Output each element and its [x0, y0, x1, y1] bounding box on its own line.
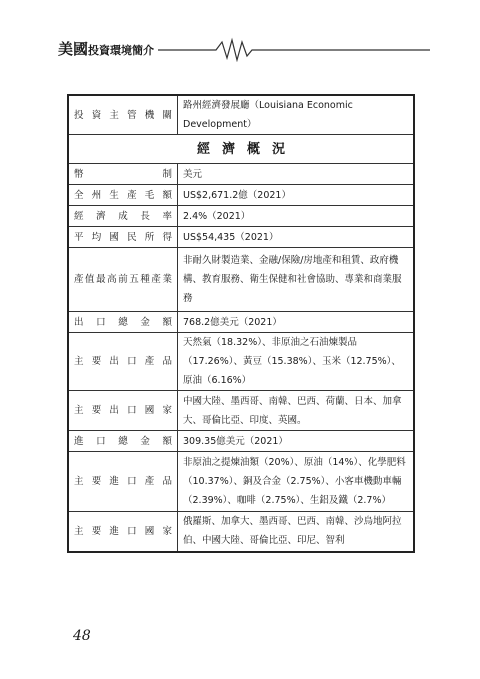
- table-row: [68, 391, 414, 431]
- table-row: [68, 248, 414, 312]
- row-value: US$54,435（2021）: [178, 227, 415, 248]
- row-value: 中國大陸、墨西哥、南韓、巴西、荷蘭、日本、加拿大、哥倫比亞、印度、英國。: [178, 391, 415, 431]
- agency-row: [68, 95, 414, 135]
- section-title: 經濟概況: [68, 135, 414, 164]
- agency-label: 投資主管機關: [68, 95, 178, 135]
- row-label: 主要進口產品: [68, 452, 178, 512]
- row-value: 美元: [178, 164, 415, 185]
- page-header: [58, 36, 430, 62]
- row-value: 天然氣（18.32%）、非原油之石油煉製品（17.26%）、黃豆（15.38%）、玉米（12.75%）、原油（6.16%）: [178, 333, 415, 391]
- row-value: US$2,671.2億（2021）: [178, 185, 415, 206]
- row-value: 非耐久財製造業、金融/保險/房地產和租賃、政府機構、教育服務、衛生保健和社會協助、專業和商業服務: [178, 248, 415, 312]
- row-label: 主要出口產品: [68, 333, 178, 391]
- table-body: [68, 164, 414, 552]
- row-label: 產值最高前五種產業: [68, 248, 178, 312]
- section-header-row: [68, 135, 414, 164]
- row-value: 309.35億美元（2021）: [178, 431, 415, 452]
- table-row: [68, 164, 414, 185]
- row-label: 平均國民所得: [68, 227, 178, 248]
- table-row: [68, 431, 414, 452]
- row-label: 經濟成長率: [68, 206, 178, 227]
- table-row: [68, 206, 414, 227]
- economic-overview-table: [67, 94, 415, 553]
- table-row: [68, 185, 414, 206]
- row-value: 2.4%（2021）: [178, 206, 415, 227]
- header-title-main: 美國: [58, 40, 89, 58]
- row-value: 俄羅斯、加拿大、墨西哥、巴西、南韓、沙烏地阿拉伯、中國大陸、哥倫比亞、印尼、智利: [178, 512, 415, 552]
- table-row: [68, 333, 414, 391]
- row-value: 非原油之提煉油類（20%）、原油（14%）、化學肥料（10.37%）、銅及合金（2.75%）、小客車機動車輛（2.39%）、咖啡（2.75%）、生鋁及鐵（2.7%）: [178, 452, 415, 512]
- table-row: [68, 452, 414, 512]
- header-title: [58, 38, 154, 59]
- agency-value: 路州經濟發展廳（Louisiana Economic Development）: [178, 95, 415, 135]
- header-title-sub: 投資環境簡介: [88, 44, 155, 57]
- row-label: 幣制: [68, 164, 178, 185]
- page-number: 48: [73, 628, 91, 644]
- row-label: 主要進口國家: [68, 512, 178, 552]
- row-label: 全州生產毛額: [68, 185, 178, 206]
- row-label: 出口總金額: [68, 312, 178, 333]
- row-label: 主要出口國家: [68, 391, 178, 431]
- table-row: [68, 512, 414, 552]
- row-value: 768.2億美元（2021）: [178, 312, 415, 333]
- table-row: [68, 227, 414, 248]
- table-row: [68, 312, 414, 333]
- row-label: 進口總金額: [68, 431, 178, 452]
